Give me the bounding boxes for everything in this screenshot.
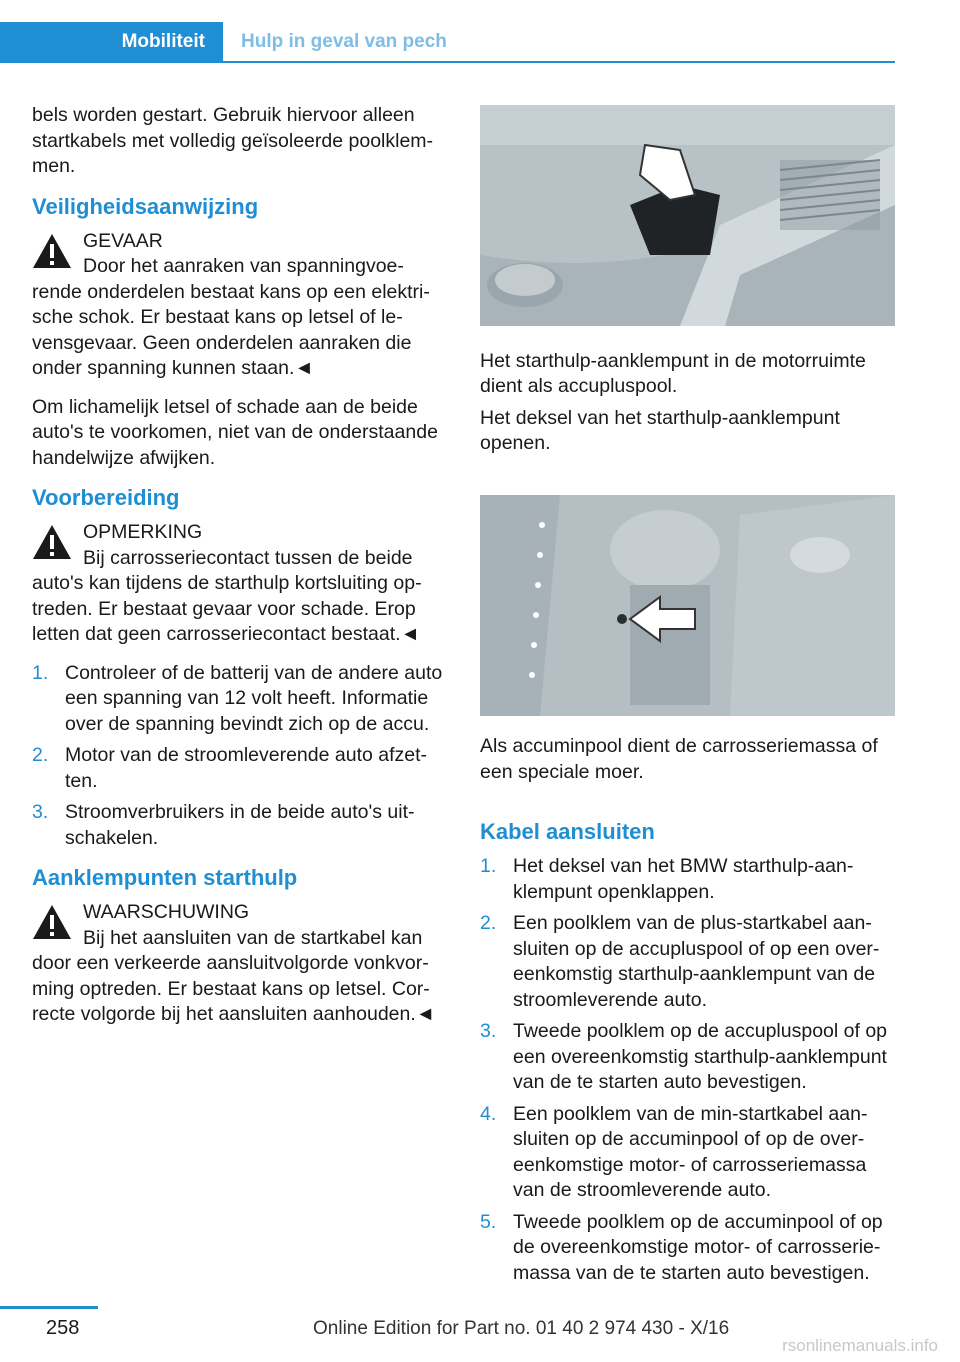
warning-block-opmerking — [32, 520, 452, 648]
warning-block-gevaar — [32, 229, 452, 382]
warning-title: WAARSCHUWING — [83, 901, 250, 923]
list-item — [32, 800, 452, 851]
step-number: 1. — [480, 855, 497, 877]
intro-paragraph: bels worden gestart. Gebruik hiervoor alleen startkabels met volledig geïsoleerde poolklemmen. — [32, 104, 434, 177]
paragraph: Om lichamelijk letsel of schade aan de beide auto's te voorkomen, niet van de onderstaande handelwijze afwijken. — [32, 395, 438, 469]
step-text: Tweede poolklem op de accuminpool of op de overeenkomstige motor- of carrosseriemassa van de te starten auto bevestigen. — [513, 1210, 883, 1284]
warning-block-waarschuwing — [32, 900, 452, 1028]
warning-text-first: Bij het aansluiten van de startkabel kan — [83, 926, 423, 949]
step-text: Het deksel van het BMW starthulp-aanklempunt openklappen. — [513, 855, 854, 903]
warning-triangle-icon — [32, 524, 72, 560]
heading-voorbereiding: Voorbereiding — [32, 485, 180, 510]
warning-title: GEVAAR — [83, 229, 163, 252]
heading-aanklempunten-starthulp: Aanklempunten starthulp — [32, 865, 298, 890]
caption-minus-terminal: Als accuminpool dient de carrosseriemassa of een speciale moer. — [480, 735, 878, 783]
list-item — [480, 1102, 895, 1204]
connect-steps — [480, 854, 895, 1286]
list-item — [480, 854, 895, 905]
step-text: Een poolklem van de min-startkabel aansluiten op de accuminpool of op de overeenkomstige motor- of carrosseriemassa van de stroomleverende auto. — [513, 1102, 868, 1201]
list-item — [480, 1210, 895, 1287]
warning-text-first: Door het aanraken van spanningvoe- — [83, 255, 404, 277]
caption-plus-terminal: Het starthulp-aanklempunt in de motorruimte dient als accupluspool. — [480, 349, 866, 397]
step-text: Stroomverbruikers in de beide auto's uitschakelen. — [65, 801, 415, 849]
step-text: Controleer of de batterij van de andere auto een spanning van 12 volt heeft. Informatie over de spanning bevindt zich op de accu. — [65, 661, 443, 735]
caption-open-cover: Het deksel van het starthulp-aanklempunt openen. — [480, 406, 840, 454]
step-number: 2. — [480, 912, 497, 934]
list-item — [32, 661, 452, 738]
heading-veiligheidsaanwijzing: Veiligheidsaanwijzing — [32, 193, 259, 219]
right-column — [480, 105, 895, 1299]
engine-bay-photo-plus-terminal — [480, 105, 895, 326]
step-number: 4. — [480, 1102, 497, 1125]
step-number: 3. — [480, 1020, 497, 1042]
warning-triangle-icon — [32, 904, 72, 940]
step-text: Motor van de stroomleverende auto afzetten. — [65, 744, 428, 792]
step-text: Tweede poolklem op de accupluspool of op een overeenkomstig starthulp-aanklempunt van de te starten auto bevestigen. — [513, 1020, 888, 1093]
page-number: 258 — [46, 1317, 80, 1339]
list-item — [480, 911, 895, 1013]
step-number: 2. — [32, 744, 49, 766]
list-item — [480, 1019, 895, 1096]
list-item — [32, 743, 452, 794]
preparation-steps — [32, 661, 452, 852]
warning-text: rende onderdelen bestaat kans op een elektrische schok. Er bestaat kans op letsel of levensgevaar. Geen onderdelen aanraken die onder spanning kunnen staan.◄ — [32, 280, 430, 379]
step-number: 3. — [32, 801, 49, 823]
warning-text-first: Bij carrosseriecontact tussen de beide — [83, 546, 413, 569]
left-column — [32, 103, 452, 1041]
warning-text: door een verkeerde aansluitvolgorde vonkvorming optreden. Er bestaat kans op letsel. Correcte volgorde bij het aansluiten aanhouden.◄ — [32, 952, 436, 1025]
footer-rule — [0, 1306, 98, 1309]
engine-bay-photo-ground-point — [480, 495, 895, 716]
header-rule — [0, 61, 895, 63]
warning-text: auto's kan tijdens de starthulp kortsluiting optreden. Er bestaat gevaar voor schade. Erop letten dat geen carrosseriecontact bestaat.◄ — [32, 572, 422, 645]
warning-title: OPMERKING — [83, 521, 203, 543]
watermark: rsonlinemanuals.info — [782, 1336, 938, 1355]
step-text: Een poolklem van de plus-startkabel aansluiten op de accupluspool of op een overeenkomstig starthulp-aanklempunt van de stroomleverende auto. — [513, 912, 880, 1011]
step-number: 1. — [32, 661, 49, 684]
warning-triangle-icon — [32, 233, 72, 269]
heading-kabel-aansluiten: Kabel aansluiten — [480, 819, 655, 844]
tab-mobiliteit[interactable]: Mobiliteit — [0, 22, 223, 62]
tab-hulp-in-geval-van-pech[interactable]: Hulp in geval van pech — [241, 31, 447, 52]
edition-text: Online Edition for Part no. 01 40 2 974 430 - X/16 — [313, 1318, 730, 1339]
step-number: 5. — [480, 1210, 497, 1233]
